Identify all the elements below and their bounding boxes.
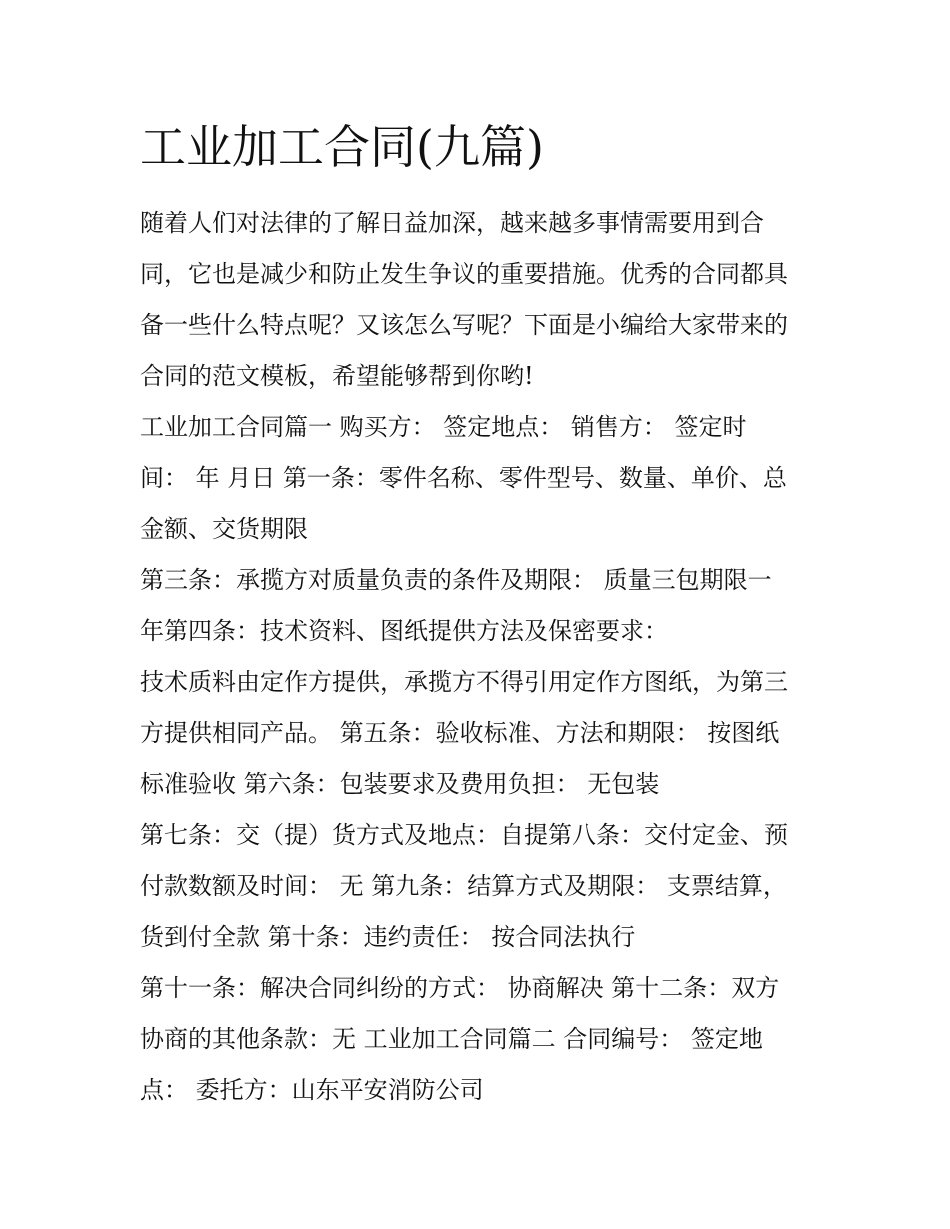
body-line-6: 间： 年 月日 第一条：零件名称、零件型号、数量、单价、总 <box>140 464 787 492</box>
body-line-2: 同，它也是减少和防止发生争议的重要措施。优秀的合同都具 <box>140 260 788 288</box>
body-line-16: 第十一条：解决合同纠纷的方式： 协商解决 第十二条：双方 <box>140 974 780 1002</box>
body-line-14: 付款数额及时间： 无 第九条：结算方式及期限： 支票结算， <box>140 872 787 900</box>
body-line-13: 第七条：交（提）货方式及地点：自提第八条：交付定金、预 <box>140 821 788 849</box>
body-line-7: 金额、交货期限 <box>140 515 308 543</box>
body-line-5: 工业加工合同篇一 购买方： 签定地点： 销售方： 签定时 <box>140 413 747 441</box>
body-line-18: 点： 委托方：山东平安消防公司 <box>140 1076 484 1104</box>
body-line-9: 年第四条：技术资料、图纸提供方法及保密要求： <box>140 617 668 645</box>
body-line-15: 货到付全款 第十条：违约责任： 按合同法执行 <box>140 923 636 951</box>
body-line-1: 随着人们对法律的了解日益加深，越来越多事情需要用到合 <box>140 209 764 237</box>
document-title: 工业加工合同(九篇) <box>140 120 544 174</box>
body-line-4: 合同的范文模板，希望能够帮到你哟! <box>140 362 534 390</box>
body-line-12: 标准验收 第六条：包装要求及费用负担： 无包装 <box>140 770 660 798</box>
body-line-17: 协商的其他条款：无 工业加工合同篇二 合同编号： 签定地 <box>140 1025 763 1053</box>
body-line-10: 技术质料由定作方提供，承揽方不得引用定作方图纸，为第三 <box>140 668 788 696</box>
body-line-8: 第三条：承揽方对质量负责的条件及期限： 质量三包期限一 <box>140 566 772 594</box>
body-line-11: 方提供相同产品。 第五条：验收标准、方法和期限： 按图纸 <box>140 719 780 747</box>
document-body <box>140 198 830 1116</box>
body-line-3: 备一些什么特点呢？又该怎么写呢？下面是小编给大家带来的 <box>140 311 788 339</box>
